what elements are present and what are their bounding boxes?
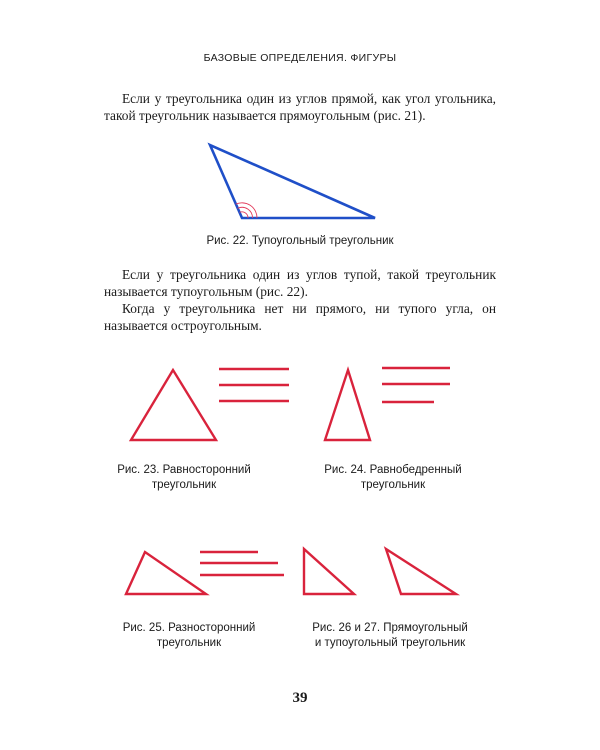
scalene-triangle-icon: [126, 552, 206, 594]
figure-26-27-caption-line2: и тупоугольный треугольник: [314, 637, 466, 649]
figure-25-caption-line2: треугольник: [156, 637, 222, 649]
figure-23-caption-line1: Рис. 23. Равносторонний: [117, 464, 251, 476]
figure-26-27-caption-line1: Рис. 26 и 27. Прямоугольный: [312, 622, 468, 634]
paragraph-obtuse-triangle: Если у треугольника один из углов тупой, такой треугольник называется тупоугольным (рис. 22).: [104, 267, 496, 299]
figure-22-caption: Рис. 22. Тупоугольный треугольник: [206, 235, 394, 247]
obtuse-triangle-small-icon: [386, 549, 456, 594]
figure-24-caption-line2: треугольник: [360, 479, 426, 491]
paragraph-right-triangle: Если у треугольника один из углов прямой, как угол угольника, такой треугольник называется прямоугольным (рис. 21).: [104, 91, 496, 123]
running-title: БАЗОВЫЕ ОПРЕДЕЛЕНИЯ. ФИГУРЫ: [203, 52, 397, 64]
figure-24-caption-line1: Рис. 24. Равнобедренный: [324, 464, 462, 476]
unequal-sides-marks-icon: [200, 552, 284, 575]
right-triangle-icon: [304, 549, 354, 594]
figure-25-caption: [104, 621, 274, 651]
figure-26-27-caption: [290, 621, 490, 651]
figure-23-caption-line2: треугольник: [151, 479, 217, 491]
figure-25-caption-line1: Рис. 25. Разносторонний: [122, 622, 256, 634]
paragraph-acute-triangle: Когда у треугольника нет ни прямого, ни тупого угла, он называется остроугольным.: [104, 301, 496, 333]
page-number: 39: [292, 690, 308, 706]
